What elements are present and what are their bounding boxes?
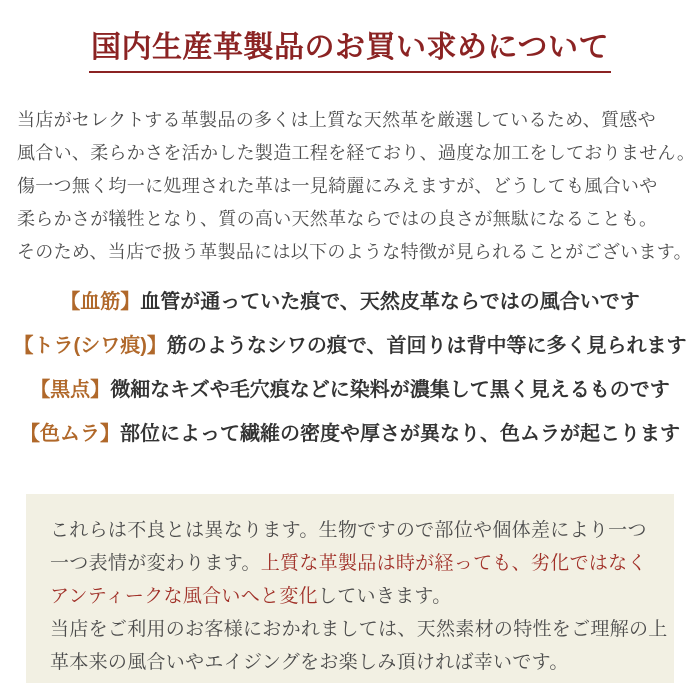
- page-title-wrap: [0, 0, 700, 73]
- note-segment: していきます。: [317, 586, 452, 607]
- note-line-3: [50, 580, 656, 613]
- note-box: [26, 494, 674, 683]
- note-segment: 当店をご利用のお客様におかれましては、天然素材の特性をご理解の上: [50, 619, 668, 640]
- note-line-1: [50, 514, 656, 547]
- note-segment: 一つ表情が変わります。: [50, 553, 261, 574]
- intro-line-4: 柔らかさが犠牲となり、質の高い天然革ならではの良さが無駄になることも。: [17, 209, 658, 229]
- feature-label: 【黒点】: [30, 379, 111, 401]
- feature-text: 微細なキズや毛穴痕などに染料が濃集して黒く見えるものです: [110, 379, 670, 401]
- intro-line-2: 風合い、柔らかさを活かした製造工程を経ており、過度な加工をしておりません。: [17, 143, 696, 163]
- page-title: 国内生産革製品のお買い求めについて: [89, 22, 611, 73]
- note-line-2: [50, 547, 656, 580]
- note-segment-highlight: アンティークな風合いへと変化: [50, 586, 318, 607]
- note-segment: 革本来の風合いやエイジングをお楽しみ頂ければ幸いです。: [50, 652, 569, 673]
- feature-text: 部位によって繊維の密度や厚さが異なり、色ムラが起こります: [120, 423, 680, 445]
- intro-paragraph: [17, 104, 696, 269]
- note-segment-highlight: 上質な革製品は時が経っても、劣化ではなく: [260, 553, 647, 574]
- intro-line-1: 当店がセレクトする革製品の多くは上質な天然革を厳選しているため、質感や: [17, 110, 656, 130]
- feature-item-iromura: [0, 412, 700, 456]
- feature-item-chisuji: [0, 280, 700, 324]
- feature-item-tora: [0, 324, 700, 368]
- feature-label: 【色ムラ】: [20, 423, 120, 445]
- intro-line-3: 傷一つ無く均一に処理された革は一見綺麗にみえますが、どうしても風合いや: [17, 176, 658, 196]
- note-line-5: [50, 646, 656, 679]
- feature-label: 【血筋】: [60, 291, 141, 313]
- feature-text: 筋のようなシワの痕で、首回りは背中等に多く見られます: [166, 335, 687, 357]
- intro-line-5: そのため、当店で扱う革製品には以下のような特徴が見られることがございます。: [17, 242, 692, 262]
- feature-list: [0, 280, 700, 456]
- feature-text: 血管が通っていた痕で、天然皮革ならではの風合いです: [140, 291, 640, 313]
- note-segment: これらは不良とは異なります。生物ですので部位や個体差により一つ: [50, 520, 647, 541]
- note-line-4: [50, 613, 668, 646]
- feature-label: 【トラ(シワ痕)】: [13, 335, 167, 357]
- feature-item-kokuten: [0, 368, 700, 412]
